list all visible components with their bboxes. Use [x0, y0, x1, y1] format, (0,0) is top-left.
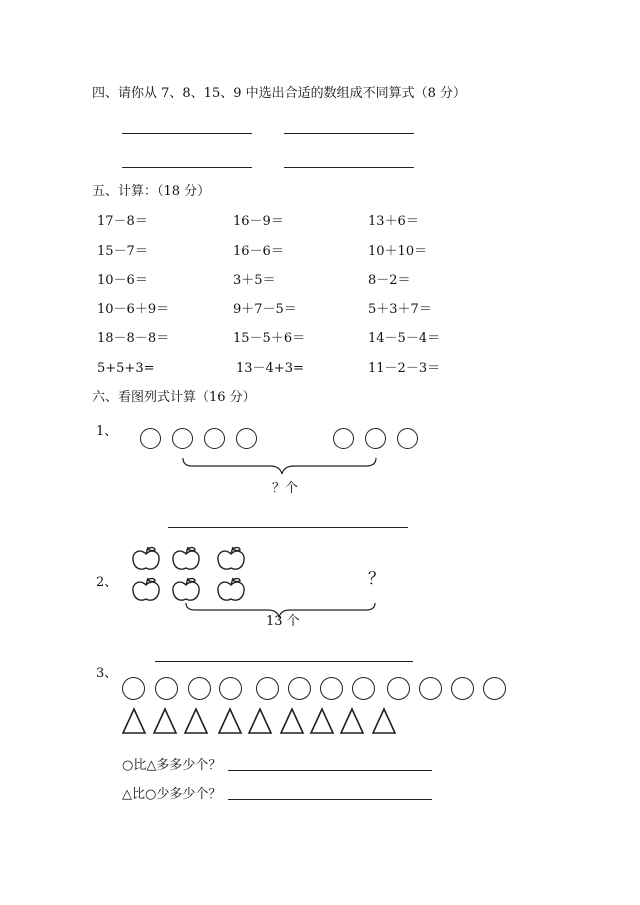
triangle-icon [341, 709, 363, 733]
triangle-icon [281, 709, 303, 733]
equation: 18－8－8＝ [97, 331, 170, 346]
equation: 8－2＝ [368, 273, 411, 288]
equation: 16－6＝ [233, 244, 284, 259]
equation: 10＋10＝ [368, 244, 428, 259]
triangle-icon [311, 709, 333, 733]
problem-number: 3、 [96, 666, 118, 681]
triangle-icon [123, 709, 145, 733]
answer-line[interactable] [228, 799, 432, 800]
equation: 5＋3＋7＝ [368, 302, 432, 317]
answer-line[interactable] [228, 770, 432, 771]
equation: 10－6＝ [97, 273, 148, 288]
triangle-icon [154, 709, 176, 733]
triangle-icon [373, 709, 395, 733]
section5-title: 五、计算：（18 分） [92, 184, 211, 199]
equation: 17－8＝ [97, 214, 148, 229]
equation: 13＋6＝ [368, 214, 419, 229]
equation: 5+5+3= [97, 361, 155, 376]
equation: 9＋7－5＝ [233, 302, 297, 317]
equation: 10－6＋9＝ [97, 302, 170, 317]
problem-number: 1、 [96, 424, 118, 439]
section6-title: 六、看图列式计算（16 分） [92, 390, 256, 405]
section4-title: 四、请你从 7、8、15、9 中选出合适的数组成不同算式（8 分） [92, 86, 467, 101]
problem-number: 2、 [96, 575, 118, 590]
equation: 15－5＋6＝ [233, 331, 306, 346]
equation: 16－9＝ [233, 214, 284, 229]
question-2: △比○少多少个？ [122, 787, 222, 802]
brace-label: 13 个 [266, 614, 300, 629]
equation: 3＋5＝ [233, 273, 276, 288]
equation: 13－4+3= [236, 361, 304, 376]
equation: 15－7＝ [97, 244, 148, 259]
triangle-icon [219, 709, 241, 733]
triangle-icon [185, 709, 207, 733]
question-mark: ？ [368, 569, 385, 589]
question-1: ○比△多多少个？ [122, 758, 222, 773]
brace-label: ？个 [272, 481, 299, 496]
equation: 11－2－3＝ [368, 361, 441, 376]
equation: 14－5－4＝ [368, 331, 441, 346]
triangle-icon [249, 709, 271, 733]
